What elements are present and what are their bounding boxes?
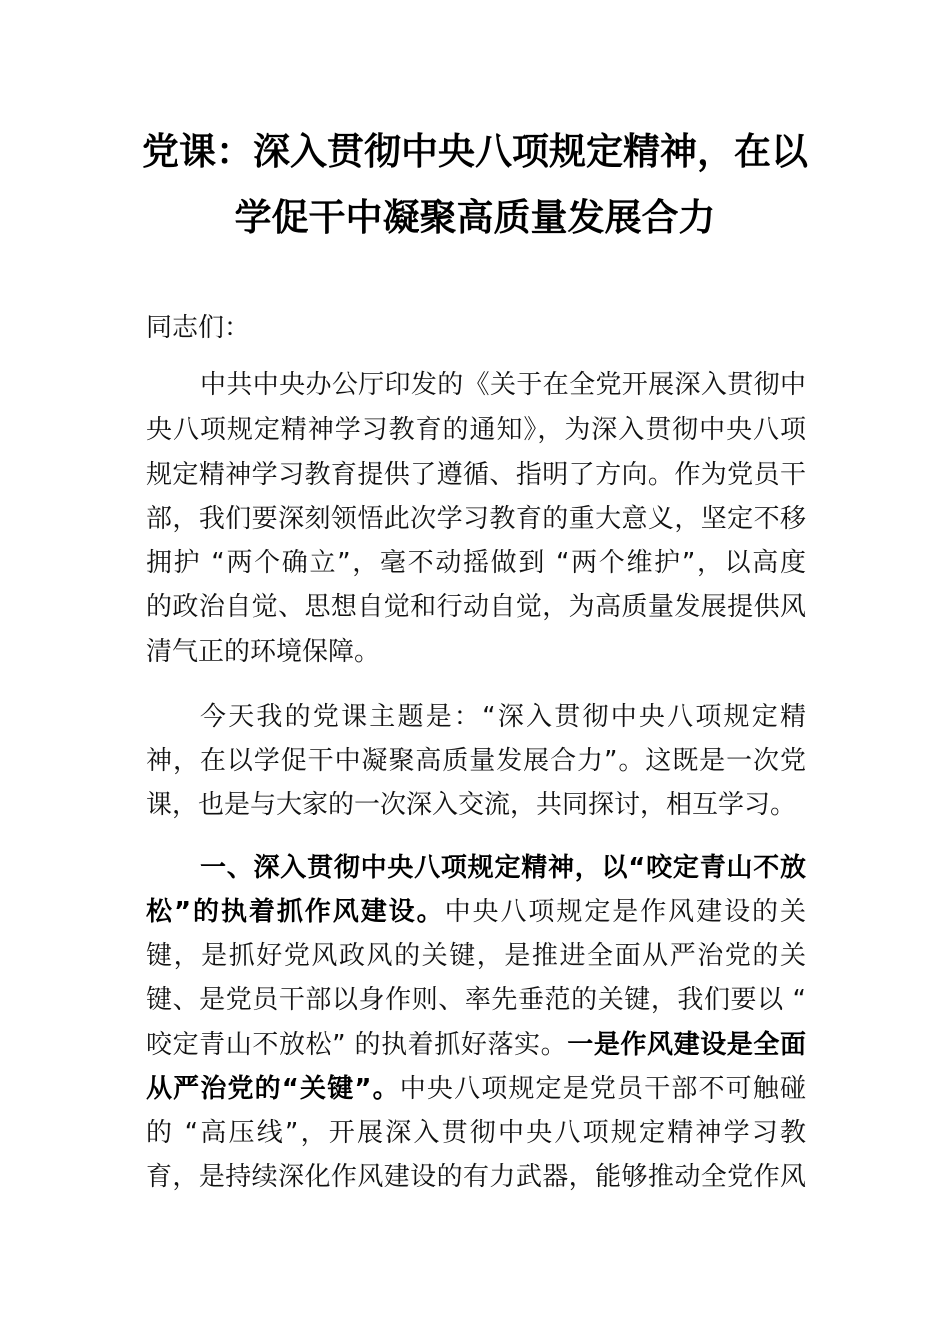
paragraph-1-line: 中共中央办公厅印发的《关于在全党开展深入贯彻中: [200, 370, 806, 400]
paragraph-3-line: [146, 897, 806, 927]
paragraph-1-line: 央八项规定精神学习教育的通知》，为深入贯彻中央八项: [146, 415, 806, 445]
subpoint-heading: 一是作风建设是全面: [567, 1030, 806, 1060]
paragraph-1-line: 部，我们要深刻领悟此次学习教育的重大意义，坚定不移: [146, 504, 806, 534]
paragraph-3-text: 中央八项规定是党员干部不可触碰: [399, 1074, 806, 1104]
paragraph-3-line: [146, 1030, 806, 1060]
paragraph-3-line: 键，是抓好党风政风的关键，是推进全面从严治党的关: [146, 941, 806, 971]
paragraph-2-line: 神，在以学促干中凝聚高质量发展合力”。这既是一次党: [146, 746, 806, 776]
section-heading-line-1: 一、深入贯彻中央八项规定精神，以“咬定青山不放: [200, 853, 806, 883]
paragraph-1-line: 拥护 “两个确立”，毫不动摇做到 “两个维护”，以高度: [146, 548, 806, 578]
paragraph-3-line: [146, 1074, 806, 1104]
document-title-line-2: 学促干中凝聚高质量发展合力: [234, 195, 716, 239]
document-title-line-1: 党课：深入贯彻中央八项规定精神，在以: [142, 129, 808, 173]
paragraph-1-line: 清气正的环境保障。: [146, 637, 381, 667]
paragraph-2-line: 课，也是与大家的一次深入交流，共同探讨，相互学习。: [146, 790, 797, 820]
paragraph-3-text: 中央八项规定是作风建设的关: [444, 897, 806, 927]
salutation: 同志们：: [146, 313, 251, 343]
paragraph-1-line: 的政治自觉、思想自觉和行动自觉，为高质量发展提供风: [146, 592, 806, 622]
paragraph-3-text: 咬定青山不放松” 的执着抓好落实。: [146, 1030, 568, 1060]
paragraph-1-line: 规定精神学习教育提供了遵循、指明了方向。作为党员干: [146, 460, 806, 490]
paragraph-3-line: 的 “高压线”，开展深入贯彻中央八项规定精神学习教: [146, 1118, 806, 1148]
subpoint-heading: 从严治党的“关键”。: [146, 1074, 400, 1104]
paragraph-2-line: 今天我的党课主题是：“深入贯彻中央八项规定精: [200, 702, 806, 732]
section-heading-line-2: 松”的执着抓作风建设。: [146, 897, 445, 927]
paragraph-3-line: 育，是持续深化作风建设的有力武器，能够推动全党作风: [146, 1162, 806, 1192]
paragraph-3-line: 键、是党员干部以身作则、率先垂范的关键，我们要以 “: [146, 985, 806, 1015]
